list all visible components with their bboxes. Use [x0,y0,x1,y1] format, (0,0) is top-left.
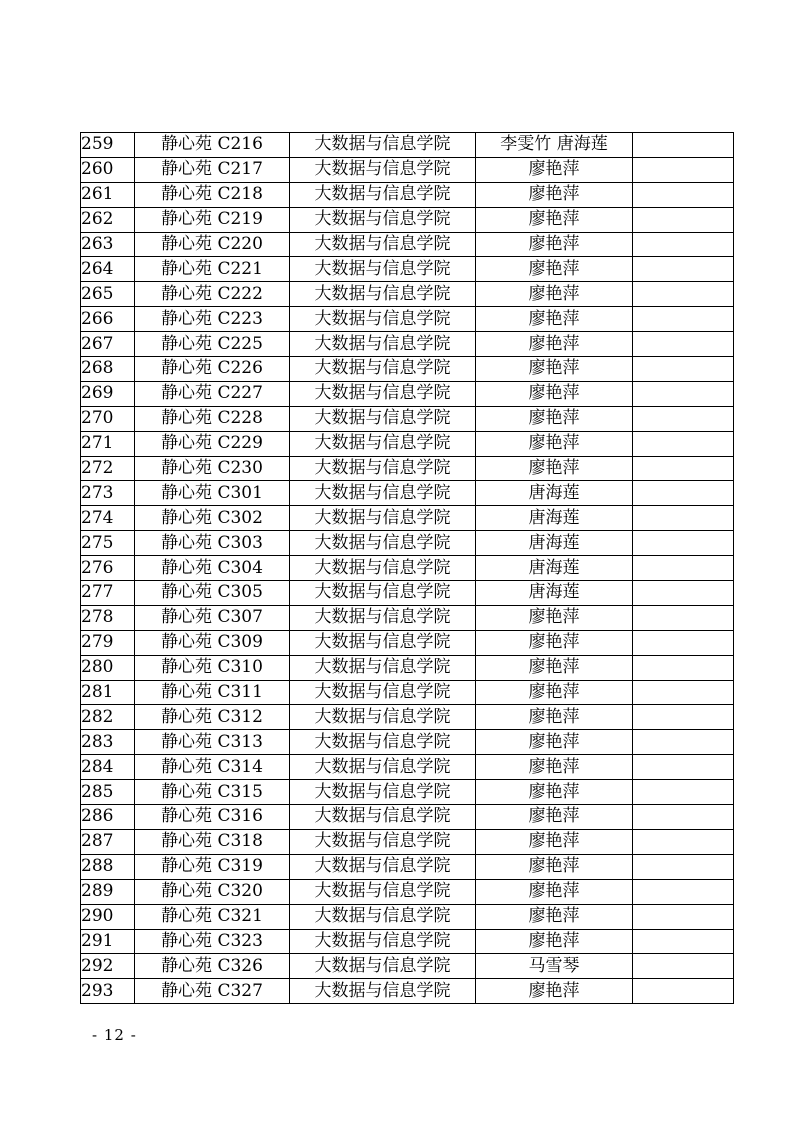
college-cell: 大数据与信息学院 [290,481,476,506]
college-cell: 大数据与信息学院 [290,556,476,581]
staff-cell: 廖艳萍 [476,904,633,929]
staff-cell: 廖艳萍 [476,805,633,830]
staff-cell: 唐海莲 [476,481,633,506]
staff-cell: 廖艳萍 [476,431,633,456]
college-cell: 大数据与信息学院 [290,780,476,805]
note-cell [633,805,734,830]
note-cell [633,556,734,581]
staff-cell: 廖艳萍 [476,157,633,182]
row-number-cell: 270 [81,406,135,431]
table-row [81,805,734,830]
row-number-cell: 275 [81,531,135,556]
college-cell: 大数据与信息学院 [290,307,476,332]
note-cell [633,282,734,307]
room-cell: 静心苑 C216 [135,133,290,158]
table-row [81,182,734,207]
row-number-cell: 285 [81,780,135,805]
staff-cell: 廖艳萍 [476,381,633,406]
note-cell [633,481,734,506]
row-number-cell: 259 [81,133,135,158]
row-number-cell: 286 [81,805,135,830]
college-cell: 大数据与信息学院 [290,182,476,207]
row-number-cell: 289 [81,879,135,904]
college-cell: 大数据与信息学院 [290,406,476,431]
note-cell [633,531,734,556]
note-cell [633,182,734,207]
page-number: - 12 - [92,1026,137,1044]
table-row [81,506,734,531]
table-row [81,780,734,805]
room-cell: 静心苑 C319 [135,854,290,879]
note-cell [633,680,734,705]
note-cell [633,257,734,282]
college-cell: 大数据与信息学院 [290,854,476,879]
table-body [81,133,734,1004]
staff-cell: 廖艳萍 [476,705,633,730]
note-cell [633,133,734,158]
table-row [81,232,734,257]
staff-cell: 廖艳萍 [476,755,633,780]
room-cell: 静心苑 C301 [135,481,290,506]
row-number-cell: 278 [81,605,135,630]
note-cell [633,506,734,531]
room-cell: 静心苑 C225 [135,332,290,357]
college-cell: 大数据与信息学院 [290,829,476,854]
college-cell: 大数据与信息学院 [290,157,476,182]
note-cell [633,307,734,332]
room-cell: 静心苑 C303 [135,531,290,556]
staff-cell: 廖艳萍 [476,780,633,805]
note-cell [633,954,734,979]
table-row [81,257,734,282]
staff-cell: 廖艳萍 [476,332,633,357]
table-row [81,755,734,780]
note-cell [633,630,734,655]
note-cell [633,406,734,431]
college-cell: 大数据与信息学院 [290,755,476,780]
row-number-cell: 290 [81,904,135,929]
college-cell: 大数据与信息学院 [290,805,476,830]
college-cell: 大数据与信息学院 [290,705,476,730]
college-cell: 大数据与信息学院 [290,207,476,232]
note-cell [633,829,734,854]
table-row [81,307,734,332]
table-row [81,207,734,232]
note-cell [633,605,734,630]
staff-cell: 廖艳萍 [476,307,633,332]
table-row [81,879,734,904]
note-cell [633,581,734,606]
table-row [81,655,734,680]
row-number-cell: 260 [81,157,135,182]
note-cell [633,879,734,904]
table-row [81,531,734,556]
row-number-cell: 274 [81,506,135,531]
row-number-cell: 264 [81,257,135,282]
table-row [81,854,734,879]
row-number-cell: 266 [81,307,135,332]
college-cell: 大数据与信息学院 [290,979,476,1004]
room-cell: 静心苑 C314 [135,755,290,780]
table-row [81,954,734,979]
room-cell: 静心苑 C326 [135,954,290,979]
note-cell [633,655,734,680]
room-cell: 静心苑 C313 [135,730,290,755]
table-row [81,904,734,929]
college-cell: 大数据与信息学院 [290,456,476,481]
table-row [81,456,734,481]
table-row [81,605,734,630]
staff-cell: 廖艳萍 [476,456,633,481]
college-cell: 大数据与信息学院 [290,357,476,382]
staff-cell: 廖艳萍 [476,182,633,207]
row-number-cell: 280 [81,655,135,680]
table-row [81,133,734,158]
note-cell [633,357,734,382]
staff-cell: 廖艳萍 [476,854,633,879]
staff-cell: 唐海莲 [476,581,633,606]
room-cell: 静心苑 C228 [135,406,290,431]
row-number-cell: 293 [81,979,135,1004]
row-number-cell: 272 [81,456,135,481]
room-cell: 静心苑 C229 [135,431,290,456]
room-cell: 静心苑 C315 [135,780,290,805]
room-cell: 静心苑 C307 [135,605,290,630]
row-number-cell: 265 [81,282,135,307]
row-number-cell: 271 [81,431,135,456]
row-number-cell: 282 [81,705,135,730]
college-cell: 大数据与信息学院 [290,581,476,606]
staff-cell: 廖艳萍 [476,655,633,680]
room-cell: 静心苑 C226 [135,357,290,382]
staff-cell: 廖艳萍 [476,929,633,954]
row-number-cell: 291 [81,929,135,954]
row-number-cell: 284 [81,755,135,780]
table-row [81,730,734,755]
college-cell: 大数据与信息学院 [290,680,476,705]
college-cell: 大数据与信息学院 [290,431,476,456]
room-cell: 静心苑 C312 [135,705,290,730]
staff-cell: 李雯竹 唐海莲 [476,133,633,158]
table-row [81,829,734,854]
room-cell: 静心苑 C220 [135,232,290,257]
row-number-cell: 279 [81,630,135,655]
room-cell: 静心苑 C218 [135,182,290,207]
table-row [81,680,734,705]
row-number-cell: 283 [81,730,135,755]
college-cell: 大数据与信息学院 [290,257,476,282]
note-cell [633,929,734,954]
table-row [81,332,734,357]
room-cell: 静心苑 C230 [135,456,290,481]
row-number-cell: 276 [81,556,135,581]
room-cell: 静心苑 C222 [135,282,290,307]
note-cell [633,157,734,182]
room-cell: 静心苑 C223 [135,307,290,332]
room-cell: 静心苑 C327 [135,979,290,1004]
table-row [81,431,734,456]
note-cell [633,780,734,805]
college-cell: 大数据与信息学院 [290,730,476,755]
row-number-cell: 281 [81,680,135,705]
table-row [81,357,734,382]
room-cell: 静心苑 C318 [135,829,290,854]
staff-cell: 廖艳萍 [476,357,633,382]
staff-cell: 唐海莲 [476,556,633,581]
college-cell: 大数据与信息学院 [290,381,476,406]
table-row [81,406,734,431]
college-cell: 大数据与信息学院 [290,332,476,357]
staff-cell: 廖艳萍 [476,979,633,1004]
note-cell [633,332,734,357]
row-number-cell: 292 [81,954,135,979]
row-number-cell: 268 [81,357,135,382]
staff-cell: 马雪琴 [476,954,633,979]
row-number-cell: 267 [81,332,135,357]
college-cell: 大数据与信息学院 [290,904,476,929]
note-cell [633,904,734,929]
room-cell: 静心苑 C321 [135,904,290,929]
row-number-cell: 269 [81,381,135,406]
row-number-cell: 262 [81,207,135,232]
staff-cell: 廖艳萍 [476,232,633,257]
note-cell [633,705,734,730]
note-cell [633,431,734,456]
room-cell: 静心苑 C310 [135,655,290,680]
table-row [81,556,734,581]
table-row [81,381,734,406]
note-cell [633,456,734,481]
table-row [81,705,734,730]
room-cell: 静心苑 C217 [135,157,290,182]
note-cell [633,854,734,879]
staff-cell: 唐海莲 [476,506,633,531]
room-cell: 静心苑 C227 [135,381,290,406]
staff-cell: 廖艳萍 [476,282,633,307]
college-cell: 大数据与信息学院 [290,605,476,630]
row-number-cell: 287 [81,829,135,854]
row-number-cell: 261 [81,182,135,207]
row-number-cell: 288 [81,854,135,879]
college-cell: 大数据与信息学院 [290,531,476,556]
room-cell: 静心苑 C311 [135,680,290,705]
staff-cell: 廖艳萍 [476,406,633,431]
college-cell: 大数据与信息学院 [290,879,476,904]
room-cell: 静心苑 C305 [135,581,290,606]
room-cell: 静心苑 C302 [135,506,290,531]
dorm-assignment-table [80,132,734,1004]
room-cell: 静心苑 C304 [135,556,290,581]
table-row [81,282,734,307]
staff-cell: 廖艳萍 [476,680,633,705]
table-row [81,481,734,506]
table-row [81,929,734,954]
college-cell: 大数据与信息学院 [290,929,476,954]
staff-cell: 廖艳萍 [476,879,633,904]
note-cell [633,755,734,780]
row-number-cell: 277 [81,581,135,606]
room-cell: 静心苑 C316 [135,805,290,830]
table-row [81,979,734,1004]
college-cell: 大数据与信息学院 [290,630,476,655]
college-cell: 大数据与信息学院 [290,133,476,158]
room-cell: 静心苑 C219 [135,207,290,232]
staff-cell: 廖艳萍 [476,207,633,232]
staff-cell: 廖艳萍 [476,829,633,854]
staff-cell: 廖艳萍 [476,605,633,630]
row-number-cell: 263 [81,232,135,257]
table-row [81,157,734,182]
college-cell: 大数据与信息学院 [290,655,476,680]
college-cell: 大数据与信息学院 [290,282,476,307]
note-cell [633,232,734,257]
table-row [81,630,734,655]
note-cell [633,730,734,755]
college-cell: 大数据与信息学院 [290,506,476,531]
staff-cell: 唐海莲 [476,531,633,556]
room-cell: 静心苑 C323 [135,929,290,954]
staff-cell: 廖艳萍 [476,730,633,755]
table-row [81,581,734,606]
note-cell [633,381,734,406]
room-cell: 静心苑 C320 [135,879,290,904]
room-cell: 静心苑 C309 [135,630,290,655]
staff-cell: 廖艳萍 [476,257,633,282]
staff-cell: 廖艳萍 [476,630,633,655]
college-cell: 大数据与信息学院 [290,232,476,257]
note-cell [633,207,734,232]
room-cell: 静心苑 C221 [135,257,290,282]
note-cell [633,979,734,1004]
row-number-cell: 273 [81,481,135,506]
college-cell: 大数据与信息学院 [290,954,476,979]
